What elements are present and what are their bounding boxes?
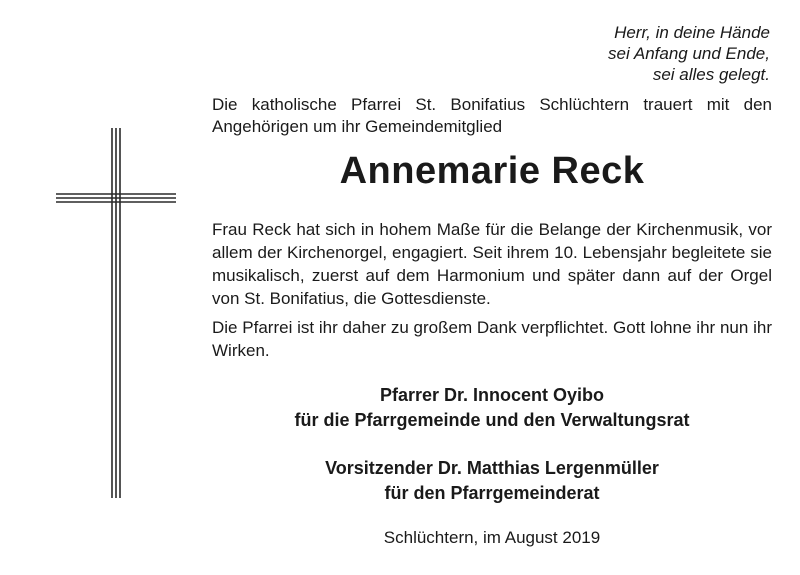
quote-line-2: sei Anfang und Ende, bbox=[608, 44, 770, 63]
signature-role: für den Pfarrgemeinderat bbox=[384, 483, 600, 503]
opening-quote bbox=[470, 22, 770, 85]
signature-name: Pfarrer Dr. Innocent Oyibo bbox=[379, 385, 605, 405]
intro-text: Die katholische Pfarrei St. Bonifatius Schlüchtern trauert mit den Angehörigen um ihr Gemeindemitglied bbox=[212, 95, 772, 136]
place-date: Schlüchtern, im August 2019 bbox=[383, 528, 601, 547]
body-paragraph-1: Frau Reck hat sich in hohem Maße für die Belange der Kirchenmusik, vor allem der Kirchenorgel, engagiert. Seit ihrem 10. Lebensjahr begleitete sie musikalisch, zuerst auf dem Harmonium und später dann auf der Orgel von St. Bonifatius, die Gottesdienste. bbox=[212, 220, 772, 308]
signature-block-priest bbox=[212, 383, 772, 433]
signature-name: Vorsitzender Dr. Matthias Lergenmüller bbox=[325, 458, 659, 478]
body-paragraph-2: Die Pfarrei ist ihr daher zu großem Dank verpflichtet. Gott lohne ihr nun ihr Wirken. bbox=[212, 318, 772, 360]
cross-icon bbox=[56, 128, 176, 498]
quote-line-1: Herr, in deine Hände bbox=[614, 23, 770, 42]
signature-role: für die Pfarrgemeinde und den Verwaltungsrat bbox=[294, 410, 690, 430]
deceased-name: Annemarie Reck bbox=[339, 150, 645, 192]
signature-block-council bbox=[212, 456, 772, 506]
quote-line-3: sei alles gelegt. bbox=[652, 65, 770, 84]
